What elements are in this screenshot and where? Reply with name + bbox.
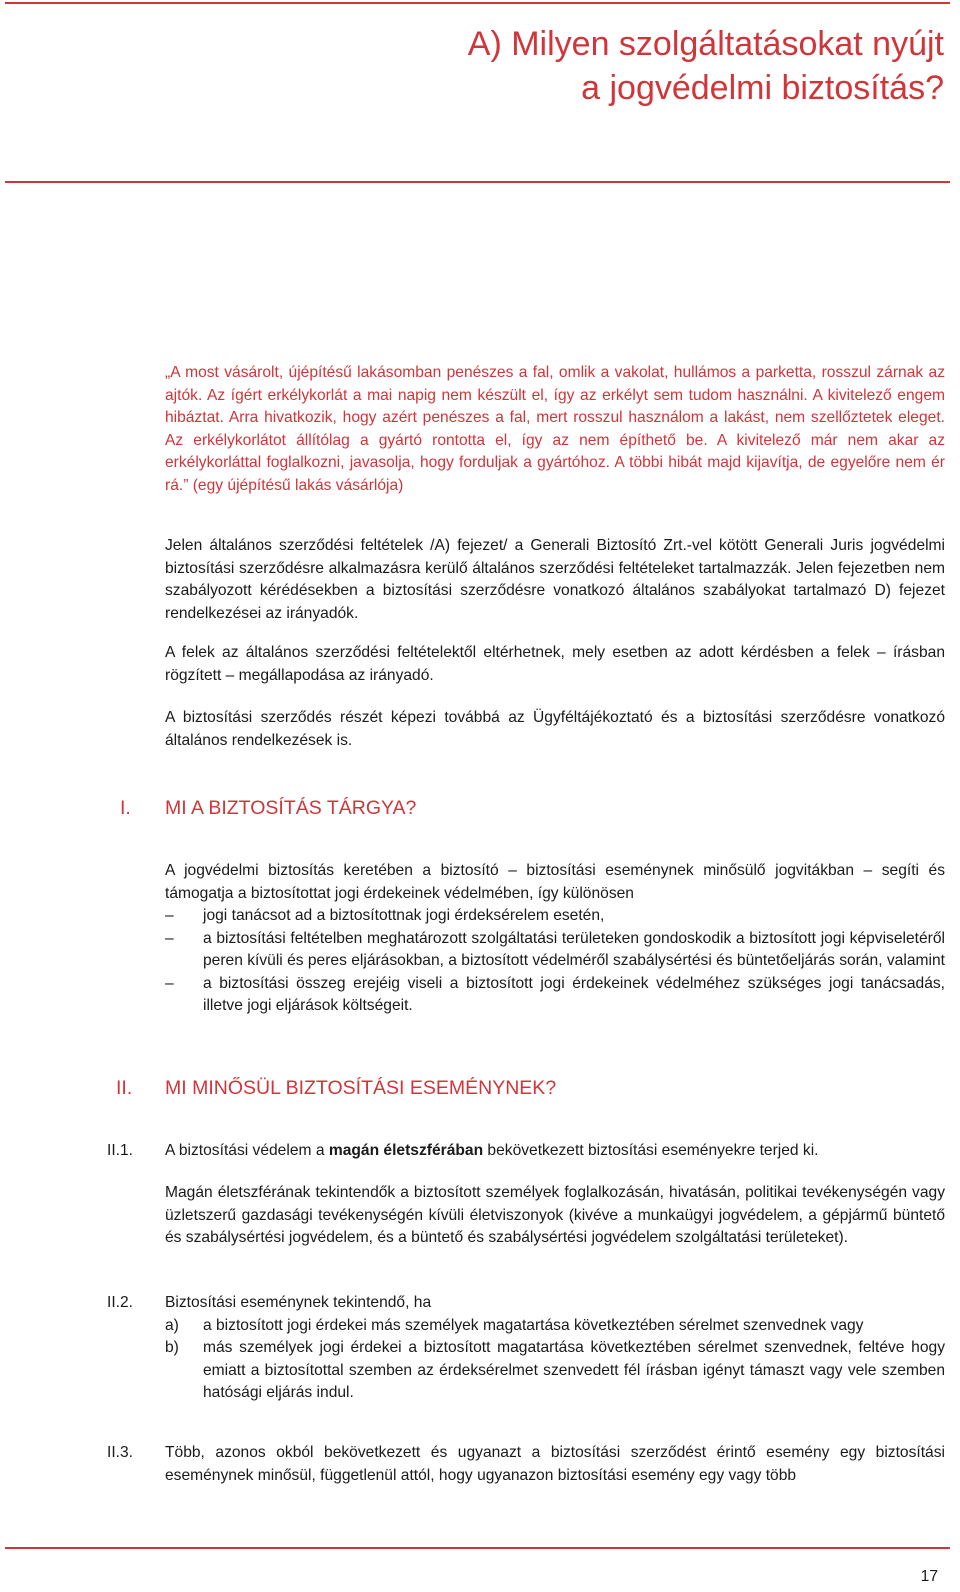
section-1-list	[165, 905, 945, 1018]
list-item	[165, 905, 945, 928]
customer-quote	[165, 362, 945, 497]
footer-rule	[5, 1547, 950, 1549]
section-1-heading: MI A BIZTOSÍTÁS TÁRGYA?	[165, 797, 417, 819]
clause-2-1-after: bekövetkezett biztosítási eseményekre terjed ki.	[483, 1142, 819, 1159]
clause-2-1-bold: magán életszférában	[328, 1142, 484, 1159]
clause-number-2-3: II.3.	[107, 1444, 134, 1461]
page-title	[468, 22, 944, 110]
page-title-line-2: a jogvédelmi biztosítás?	[581, 69, 944, 107]
list-marker: a)	[165, 1316, 179, 1334]
clause-2-3-text: Több, azonos okból bekövetkezett és ugyanazt a biztosítási szerződést érintő esemény egy biztosítási eseménynek minősül, függetlenül attól, hogy ugyanazon biztosítási esemény egy vagy több	[165, 1444, 945, 1484]
section-1-lead: A jogvédelmi biztosítás keretében a biztosító – biztosítási eseménynek minősülő jogvitákban – segíti és támogatja a biztosítottat jogi érdekeinek védelmében, így különösen	[165, 862, 945, 902]
intro-paragraph-3: A biztosítási szerződés részét képezi továbbá az Ügyféltájékoztató és a biztosítási szerződésre vonatkozó általános rendelkezések is.	[165, 709, 945, 749]
clause-2-1-before: A biztosítási védelem a	[165, 1142, 329, 1159]
intro-paragraph-2: A felek az általános szerződési feltételektől eltérhetnek, mely esetben az adott kérdésben a felek – írásban rögzített – megállapodása az irányadó.	[165, 644, 945, 684]
list-item-text: más személyek jogi érdekei a biztosított magatartása következtében sérelmet szenvednek, feltéve hogy emiatt a biztosítottal szemben az érdeksérelmet szenvedett fél írásban igényt támaszt vagy vele szemben hatósági eljárás indul.	[203, 1339, 945, 1401]
list-item	[165, 1315, 945, 1338]
clause-2-2-body	[165, 1292, 945, 1405]
intro-paragraph-1: Jelen általános szerződési feltételek /A) fejezet/ a Generali Biztosító Zrt.-vel kötött Generali Juris jogvédelmi biztosítási szerződésre alkalmazásra kerülő általános szerződési feltételeket tartalmazzák. Jelen fejezetben nem szabályozott kérédésekben a biztosítási szerződésre vonatkozó általános szabályokat tartalmazó D) fejezet rendelkezései az irányadók.	[165, 537, 945, 622]
section-1-number: I.	[120, 797, 131, 819]
quote-source: (egy újépítésű lakás vásárlója)	[192, 476, 404, 494]
section-1-body	[165, 860, 945, 1018]
section-2-heading: MI MINŐSÜL BIZTOSÍTÁSI ESEMÉNYNEK?	[165, 1077, 557, 1099]
list-item-text: a biztosítási feltételben meghatározott szolgáltatási területeken gondoskodik a biztosított jogi képviseletéről peren kívüli és peres eljárásokban, a biztosított védelméről szabálysértési és büntetőeljárás során, valamint	[203, 929, 945, 969]
clause-2-1-paragraph: Magán életszférának tekintendők a biztosított személyek foglalkozásán, hivatásán, politikai tevékenységén vagy üzletszerű gazdasági tevékenységén kívüli életviszonyok (kivéve a munkaügyi jogvédelem, a gépjármű büntető és szabálysértési jogvédelem, és a büntető és szabálysértési jogvédelem szolgáltatási területeket).	[165, 1184, 945, 1246]
dash-bullet: –	[165, 907, 174, 924]
page-title-line-1: A) Milyen szolgáltatásokat nyújt	[467, 25, 944, 63]
section-2-number: II.	[116, 1077, 133, 1099]
clause-2-2-list	[165, 1315, 945, 1405]
list-marker: b)	[165, 1339, 179, 1356]
clause-number-2-2: II.2.	[107, 1294, 134, 1311]
page-number: 17	[920, 1568, 938, 1585]
title-rule	[5, 181, 950, 183]
list-item-text: jogi tanácsot ad a biztosítottnak jogi érdeksérelem esetén,	[203, 907, 605, 924]
quote-text: „A most vásárolt, újépítésű lakásomban penészes a fal, omlik a vakolat, hullámos a parketta, rosszul zárnak az ajtók. Az ígért erkélykorlát a mai napig nem készült el, így az erkélyt sem tudom használni. A kivitelező engem hibáztat. Arra hivatkozik, hogy azért penészes a fal, mert rosszul használom a lakást, nem szellőztetek eleget. Az erkélykorlátot állítólag a gyártó rontotta el, így az nem építhető be. A kivitelező már nem akar az erkélykorláttal foglalkozni, javasolja, hogy forduljak a gyártóhoz. A többi hibát majd kijavítja, de egyelőre nem ér rá.”	[165, 364, 945, 494]
clause-2-1-text	[165, 1140, 945, 1163]
top-rule	[5, 2, 950, 4]
list-item-text: a biztosított jogi érdekei más személyek magatartása következtében sérelmet szenvednek vagy	[203, 1316, 864, 1334]
clause-2-2-lead: Biztosítási eseménynek tekintendő, ha	[165, 1294, 432, 1311]
dash-bullet: –	[165, 929, 174, 947]
list-item	[165, 928, 945, 973]
dash-bullet: –	[165, 974, 174, 992]
list-item	[165, 1337, 945, 1405]
clause-number-2-1: II.1.	[107, 1142, 134, 1159]
list-item-text: a biztosítási összeg erejéig viseli a biztosított jogi érdekeinek védelméhez szükséges jogi tanácsadás, illetve jogi eljárások költségeit.	[203, 974, 945, 1014]
list-item	[165, 973, 945, 1018]
